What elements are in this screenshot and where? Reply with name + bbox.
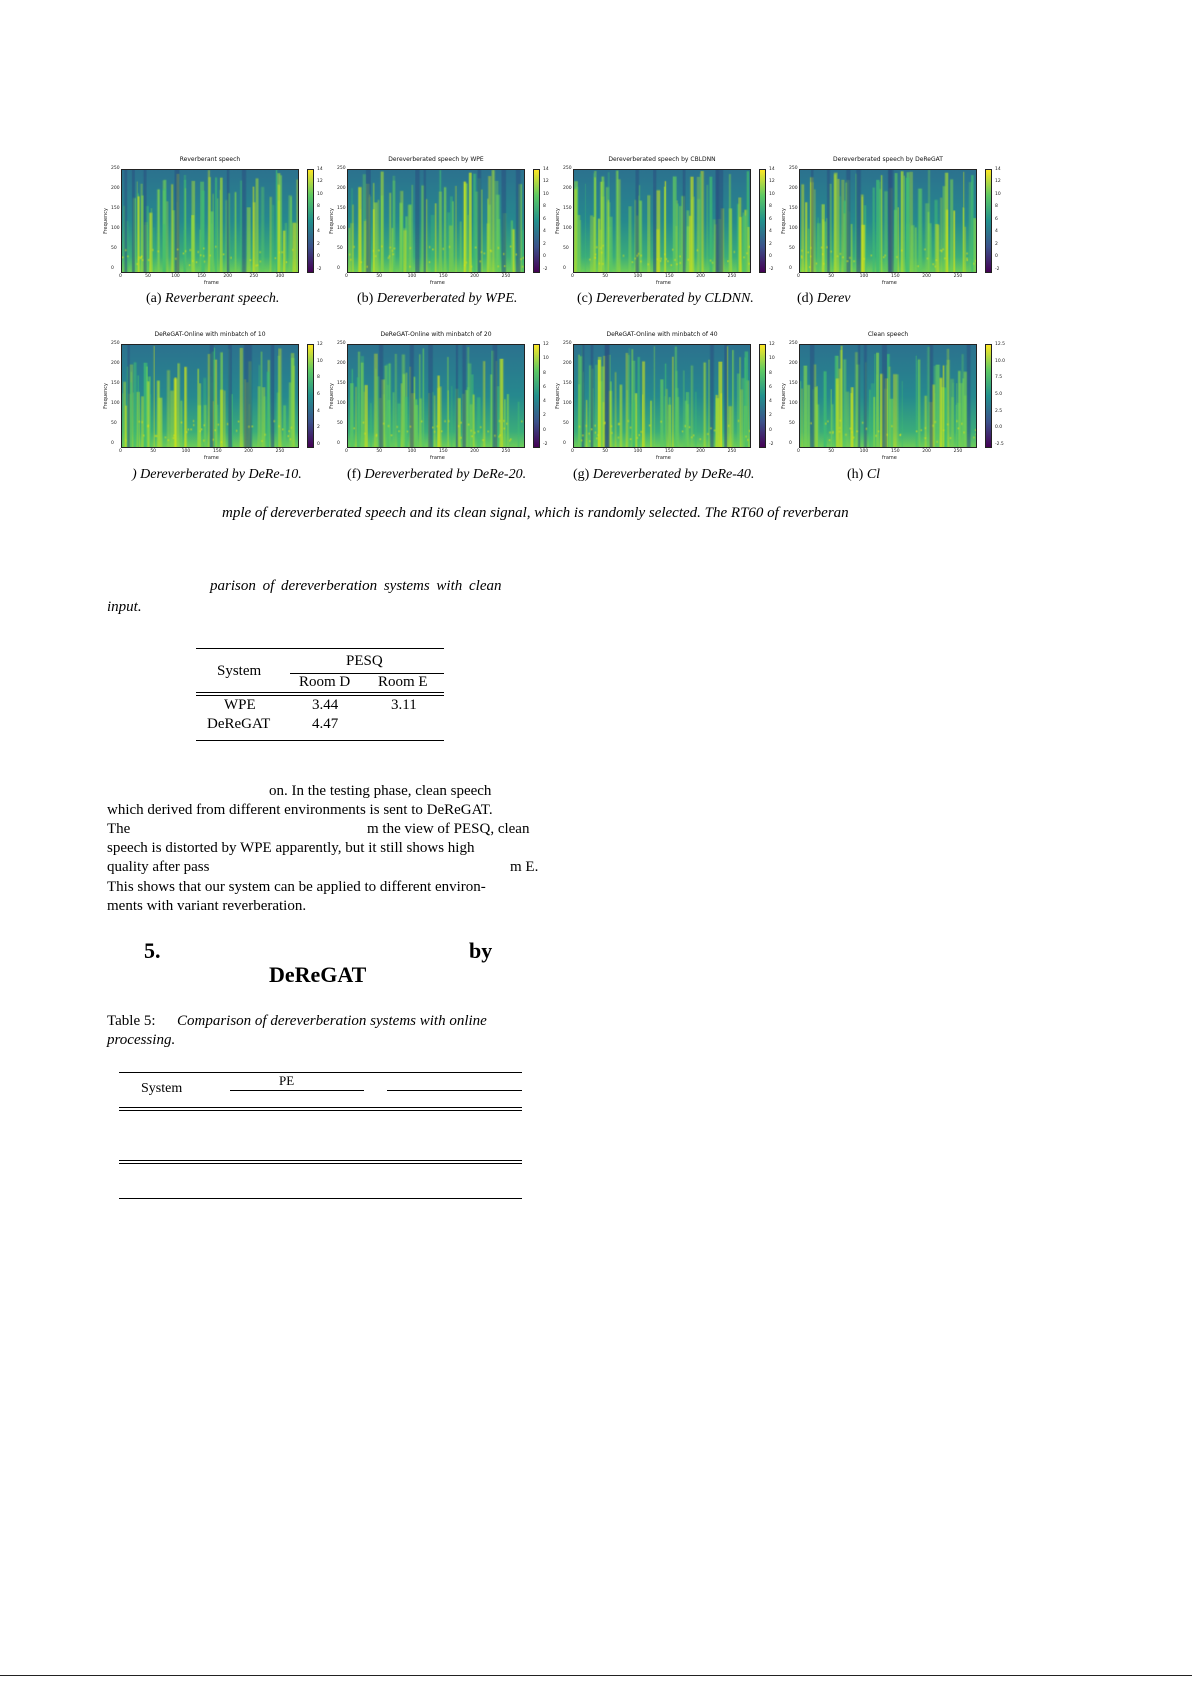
table4-caption-line2: input.: [107, 599, 142, 615]
table4-header-system: System: [217, 663, 262, 679]
x-tick-label: 0: [797, 274, 800, 279]
y-tick-label: 200: [337, 361, 346, 366]
panel-title: DeReGAT-Online with minbatch of 40: [606, 331, 718, 338]
table4-header-pesq: PESQ: [346, 653, 383, 669]
table4-top-rule: [196, 648, 444, 649]
x-tick-label: 200: [922, 274, 931, 279]
y-tick-label: 250: [789, 341, 798, 346]
colorbar-tick-label: 0: [769, 427, 772, 433]
x-tick-label: 100: [181, 449, 191, 454]
y-tick-label: 50: [111, 246, 117, 251]
y-tick-label: 250: [337, 166, 346, 171]
spectrogram-image: [799, 169, 977, 273]
colorbar-tick-label: 0: [769, 254, 772, 260]
y-tick-label: 200: [563, 361, 572, 366]
spectrogram-image: [347, 169, 525, 273]
colorbar-tick-label: 2: [543, 413, 546, 419]
colorbar-tick-label: 12: [543, 342, 549, 347]
y-tick-label: 100: [563, 401, 572, 406]
x-tick-label: 250: [727, 449, 737, 454]
x-tick-label: 250: [727, 274, 737, 279]
x-tick-label: 100: [633, 449, 643, 454]
x-tick-label: 50: [150, 449, 157, 454]
panel-caption: [847, 467, 880, 483]
colorbar-tick-label: 2: [995, 241, 998, 247]
table5-caption-prefix: Table 5:: [107, 1013, 156, 1029]
colorbar: [533, 169, 540, 273]
colorbar: [307, 344, 314, 448]
x-axis-label: frame: [656, 280, 671, 286]
x-axis-label: frame: [882, 280, 897, 286]
colorbar-tick-label: 8: [317, 204, 320, 210]
y-axis-label: Frequency: [554, 208, 561, 234]
y-tick-label: 50: [337, 421, 343, 426]
paragraph-line: m E.: [510, 859, 539, 875]
x-tick-label: 150: [890, 449, 900, 454]
colorbar-tick-label: 12.5: [995, 342, 1006, 347]
x-tick-label: 250: [501, 274, 511, 279]
x-tick-label: 0: [797, 449, 800, 454]
x-tick-label: 150: [438, 274, 448, 279]
table4-row-room-d: 3.44: [312, 697, 339, 713]
x-tick-label: 150: [664, 274, 674, 279]
colorbar-tick-label: 8: [317, 375, 320, 381]
spectrogram-image: [573, 344, 751, 448]
x-axis-label: frame: [430, 280, 445, 286]
table5-sep-rule-1: [119, 1160, 522, 1161]
paragraph-line: on. In the testing phase, clean speech: [269, 783, 492, 799]
y-tick-label: 150: [563, 206, 572, 211]
table5-sep-rule-2: [119, 1163, 522, 1164]
x-tick-label: 50: [602, 449, 609, 454]
y-tick-label: 100: [563, 226, 572, 231]
panel-caption: [132, 467, 302, 483]
table4-row-system: WPE: [224, 697, 256, 713]
colorbar-tick-label: 6: [543, 384, 546, 390]
y-tick-label: 50: [563, 421, 569, 426]
colorbar-tick-label: -2.5: [995, 441, 1004, 447]
panel-title: Dereverberated speech by WPE: [388, 156, 484, 163]
x-tick-label: 250: [275, 449, 285, 454]
colorbar-tick-label: 6: [769, 384, 772, 390]
colorbar-tick-label: 14: [543, 167, 549, 172]
paragraph-line: which derived from different environments is sent to DeReGAT.: [107, 802, 493, 818]
colorbar-tick-label: 4: [995, 229, 998, 235]
y-tick-label: 0: [337, 441, 340, 446]
table5-group-rule-1: [230, 1090, 364, 1091]
table4-row-system: DeReGAT: [207, 716, 271, 732]
x-axis-label: frame: [430, 455, 445, 461]
y-tick-label: 100: [789, 226, 798, 231]
x-tick-label: 250: [501, 449, 511, 454]
x-tick-label: 150: [664, 449, 674, 454]
colorbar-tick-label: -2: [317, 266, 322, 272]
y-tick-label: 150: [789, 206, 798, 211]
y-tick-label: 0: [789, 266, 792, 271]
x-tick-label: 100: [633, 274, 643, 279]
x-tick-label: 250: [249, 274, 259, 279]
table4-mid-rule-2: [196, 695, 444, 696]
colorbar-tick-label: -2: [769, 441, 774, 447]
panel-caption: [357, 291, 517, 307]
colorbar-tick-label: 0: [317, 441, 320, 447]
paragraph-line: The: [107, 821, 131, 837]
x-tick-label: 250: [953, 449, 963, 454]
colorbar-tick-label: 10: [543, 356, 549, 362]
panel-title: Dereverberated speech by DeReGAT: [833, 156, 943, 163]
y-tick-label: 200: [111, 361, 120, 366]
paragraph-line: quality after pass: [107, 859, 210, 875]
x-tick-label: 200: [470, 449, 479, 454]
table4-header-room-e: Room E: [378, 674, 428, 690]
table5-caption-line1: Comparison of dereverberation systems with online: [177, 1013, 487, 1029]
x-tick-label: 0: [571, 274, 574, 279]
paragraph-line: m the view of PESQ, clean: [367, 821, 530, 837]
y-tick-label: 200: [789, 361, 798, 366]
table5-top-rule: [119, 1072, 522, 1073]
colorbar-tick-label: 4: [317, 229, 320, 235]
panel-caption-text: Dereverberated by DeRe-20.: [364, 467, 527, 482]
panel-caption-text: Reverberant speech.: [165, 291, 280, 306]
panel-caption: [573, 467, 754, 483]
x-tick-label: 0: [345, 274, 348, 279]
panel-caption-label: (h): [847, 467, 867, 482]
y-tick-label: 250: [111, 166, 120, 171]
spectrogram-image: [573, 169, 751, 273]
colorbar-tick-label: 6: [995, 216, 998, 222]
table4-row-room-e: 3.11: [391, 697, 417, 713]
colorbar-tick-label: 12: [543, 179, 549, 185]
colorbar-tick-label: 8: [769, 370, 772, 376]
colorbar-tick-label: 2: [543, 241, 546, 247]
x-tick-label: 50: [376, 449, 383, 454]
y-tick-label: 0: [337, 266, 340, 271]
x-tick-label: 200: [223, 274, 233, 279]
table4-row-room-d: 4.47: [312, 716, 339, 732]
colorbar: [985, 344, 992, 448]
table4-mid-rule-1: [196, 692, 444, 693]
panel-caption-text: Cl: [866, 467, 881, 482]
paragraph-line: ments with variant reverberation.: [107, 898, 307, 914]
colorbar-tick-label: 10: [317, 191, 323, 197]
colorbar-tick-label: 6: [543, 216, 546, 222]
x-tick-label: 100: [171, 274, 180, 279]
colorbar-tick-label: 6: [317, 391, 320, 397]
colorbar-tick-label: 4: [769, 229, 772, 235]
panel-caption-label: (d): [797, 291, 817, 306]
x-tick-label: 200: [696, 274, 705, 279]
table5-group-rule-2: [387, 1090, 522, 1091]
y-axis-label: Frequency: [328, 208, 335, 234]
table5-header-system: System: [141, 1081, 183, 1096]
table4-caption-line1: parison of dereverberation systems with clean: [210, 578, 502, 594]
colorbar-tick-label: 12: [769, 342, 775, 347]
x-axis-label: frame: [882, 455, 897, 461]
x-tick-label: 50: [602, 274, 609, 279]
colorbar: [759, 169, 766, 273]
panel-caption: [146, 291, 279, 307]
colorbar-tick-label: 10: [769, 191, 775, 197]
y-tick-label: 150: [111, 381, 120, 386]
x-axis-label: frame: [656, 455, 671, 461]
y-tick-label: 250: [111, 341, 120, 346]
colorbar-tick-label: 10: [543, 191, 549, 197]
x-axis-label: frame: [204, 280, 219, 286]
y-tick-label: 100: [789, 401, 798, 406]
colorbar-tick-label: -2: [995, 266, 1000, 272]
x-tick-label: 50: [376, 274, 383, 279]
panel-caption-label: (b): [357, 291, 377, 306]
section-title-line2: DeReGAT: [269, 962, 367, 987]
colorbar-tick-label: 8: [543, 370, 546, 376]
colorbar-tick-label: 2.5: [995, 408, 1003, 414]
page-bottom-rule: [0, 1675, 1192, 1676]
y-tick-label: 0: [111, 266, 114, 271]
x-tick-label: 250: [953, 274, 963, 279]
y-axis-label: Frequency: [780, 383, 787, 409]
y-tick-label: 250: [337, 341, 346, 346]
x-tick-label: 150: [438, 449, 448, 454]
colorbar-tick-label: 14: [995, 167, 1001, 172]
colorbar-tick-label: 2: [769, 241, 772, 247]
panel-caption-label: (c): [577, 291, 597, 306]
table5-mid-rule-1: [119, 1107, 522, 1108]
y-tick-label: 100: [337, 226, 346, 231]
colorbar-tick-label: 4: [769, 399, 772, 405]
y-tick-label: 200: [337, 186, 346, 191]
x-tick-label: 200: [696, 449, 705, 454]
panel-title: Clean speech: [867, 331, 909, 338]
colorbar-tick-label: 2: [317, 241, 320, 247]
spectrogram-image: [121, 169, 299, 273]
colorbar-tick-label: 12: [317, 179, 323, 185]
colorbar-tick-label: 2: [769, 413, 772, 419]
x-tick-label: 50: [828, 274, 835, 279]
y-tick-label: 50: [563, 246, 569, 251]
panel-title: DeReGAT-Online with minbatch of 10: [154, 331, 266, 338]
colorbar-tick-label: 4: [317, 408, 320, 414]
colorbar-tick-label: 12: [769, 179, 775, 185]
y-tick-label: 100: [337, 401, 346, 406]
y-tick-label: 100: [111, 401, 120, 406]
colorbar-tick-label: 8: [995, 204, 998, 210]
colorbar-tick-label: 0.0: [995, 425, 1003, 431]
colorbar-tick-label: 10.0: [995, 358, 1006, 364]
x-tick-label: 0: [119, 449, 122, 454]
table5-bottom-rule: [119, 1198, 522, 1199]
panel-caption-label: (f): [347, 467, 365, 482]
colorbar-tick-label: 2: [317, 425, 320, 431]
x-axis-label: frame: [204, 455, 219, 461]
colorbar-tick-label: 4: [543, 399, 546, 405]
x-tick-label: 200: [244, 449, 253, 454]
colorbar-tick-label: -2: [543, 441, 548, 447]
spectrogram-image: [799, 344, 977, 448]
x-tick-label: 300: [275, 274, 285, 279]
colorbar-tick-label: 8: [769, 204, 772, 210]
panel-caption: [347, 467, 526, 483]
table4-header-room-d: Room D: [299, 674, 351, 690]
colorbar-tick-label: 14: [317, 167, 323, 172]
colorbar-tick-label: 6: [769, 216, 772, 222]
colorbar-tick-label: 0: [317, 254, 320, 260]
y-tick-label: 150: [337, 381, 346, 386]
x-tick-label: 100: [859, 449, 869, 454]
x-tick-label: 100: [407, 449, 417, 454]
y-tick-label: 250: [563, 341, 572, 346]
colorbar: [533, 344, 540, 448]
panel-title: Dereverberated speech by CBLDNN: [608, 156, 716, 163]
y-axis-label: Frequency: [328, 383, 335, 409]
colorbar-tick-label: -2: [543, 266, 548, 272]
panel-caption-text: Derev: [816, 291, 851, 306]
paragraph-line: This shows that our system can be applied to different environ-: [107, 879, 486, 895]
paragraph-line: speech is distorted by WPE apparently, but it still shows high: [107, 840, 475, 856]
colorbar-tick-label: 10: [995, 191, 1001, 197]
x-tick-label: 200: [922, 449, 931, 454]
colorbar-tick-label: 0: [995, 254, 998, 260]
spectrogram-image: [347, 344, 525, 448]
y-tick-label: 50: [337, 246, 343, 251]
panel-caption-label: (g): [573, 467, 593, 482]
panel-caption-text: ) Dereverberated by DeRe-10.: [132, 467, 302, 482]
y-tick-label: 0: [111, 441, 114, 446]
x-tick-label: 50: [828, 449, 835, 454]
colorbar-tick-label: 8: [543, 204, 546, 210]
table5-header-pesq: PE: [279, 1073, 295, 1088]
y-tick-label: 100: [111, 226, 120, 231]
y-tick-label: 0: [563, 441, 566, 446]
y-tick-label: 200: [789, 186, 798, 191]
y-tick-label: 0: [563, 266, 566, 271]
table5-mid-rule-2: [119, 1110, 522, 1111]
panel-caption: [577, 291, 754, 307]
y-tick-label: 200: [111, 186, 120, 191]
y-tick-label: 150: [789, 381, 798, 386]
y-tick-label: 50: [789, 421, 795, 426]
x-tick-label: 100: [407, 274, 417, 279]
x-tick-label: 100: [859, 274, 869, 279]
colorbar-tick-label: -2: [769, 266, 774, 272]
colorbar: [307, 169, 314, 273]
x-tick-label: 150: [890, 274, 900, 279]
x-tick-label: 0: [119, 274, 122, 279]
x-tick-label: 0: [345, 449, 348, 454]
figure-caption: mple of dereverberated speech and its clean signal, which is randomly selected. The RT60 of reverberan: [222, 505, 849, 521]
table5-caption-line2: processing.: [107, 1032, 176, 1048]
y-tick-label: 150: [563, 381, 572, 386]
colorbar: [759, 344, 766, 448]
y-tick-label: 0: [789, 441, 792, 446]
colorbar-tick-label: 4: [543, 229, 546, 235]
colorbar-tick-label: 7.5: [995, 375, 1003, 381]
colorbar-tick-label: 5.0: [995, 391, 1003, 397]
y-tick-label: 250: [563, 166, 572, 171]
colorbar-tick-label: 14: [769, 167, 775, 172]
panel-title: Reverberant speech: [179, 156, 241, 163]
y-axis-label: Frequency: [554, 383, 561, 409]
y-tick-label: 50: [789, 246, 795, 251]
colorbar-tick-label: 10: [769, 356, 775, 362]
panel-caption-text: Dereverberated by DeRe-40.: [592, 467, 755, 482]
spectrogram-image: [121, 344, 299, 448]
x-tick-label: 200: [470, 274, 479, 279]
colorbar-tick-label: 10: [317, 358, 323, 364]
y-tick-label: 50: [111, 421, 117, 426]
section-title-word: by: [469, 938, 493, 963]
colorbar-tick-label: 0: [543, 427, 546, 433]
table4-bottom-rule: [196, 740, 444, 741]
panel-caption-text: Dereverberated by WPE.: [376, 291, 518, 306]
y-tick-label: 200: [563, 186, 572, 191]
y-axis-label: Frequency: [102, 208, 109, 234]
y-tick-label: 150: [111, 206, 120, 211]
panel-caption-label: (a): [146, 291, 166, 306]
colorbar: [985, 169, 992, 273]
x-tick-label: 50: [145, 274, 151, 279]
colorbar-tick-label: 12: [317, 342, 323, 347]
y-tick-label: 250: [789, 166, 798, 171]
y-tick-label: 150: [337, 206, 346, 211]
panel-caption-text: Dereverberated by CLDNN.: [596, 291, 754, 306]
y-axis-label: Frequency: [780, 208, 787, 234]
x-tick-label: 150: [197, 274, 206, 279]
colorbar-tick-label: 6: [317, 216, 320, 222]
colorbar-tick-label: 0: [543, 254, 546, 260]
section-number: 5.: [144, 938, 161, 963]
colorbar-tick-label: 12: [995, 179, 1001, 185]
x-tick-label: 150: [212, 449, 222, 454]
y-axis-label: Frequency: [102, 383, 109, 409]
x-tick-label: 0: [571, 449, 574, 454]
panel-caption: [797, 291, 851, 307]
panel-title: DeReGAT-Online with minbatch of 20: [380, 331, 492, 338]
